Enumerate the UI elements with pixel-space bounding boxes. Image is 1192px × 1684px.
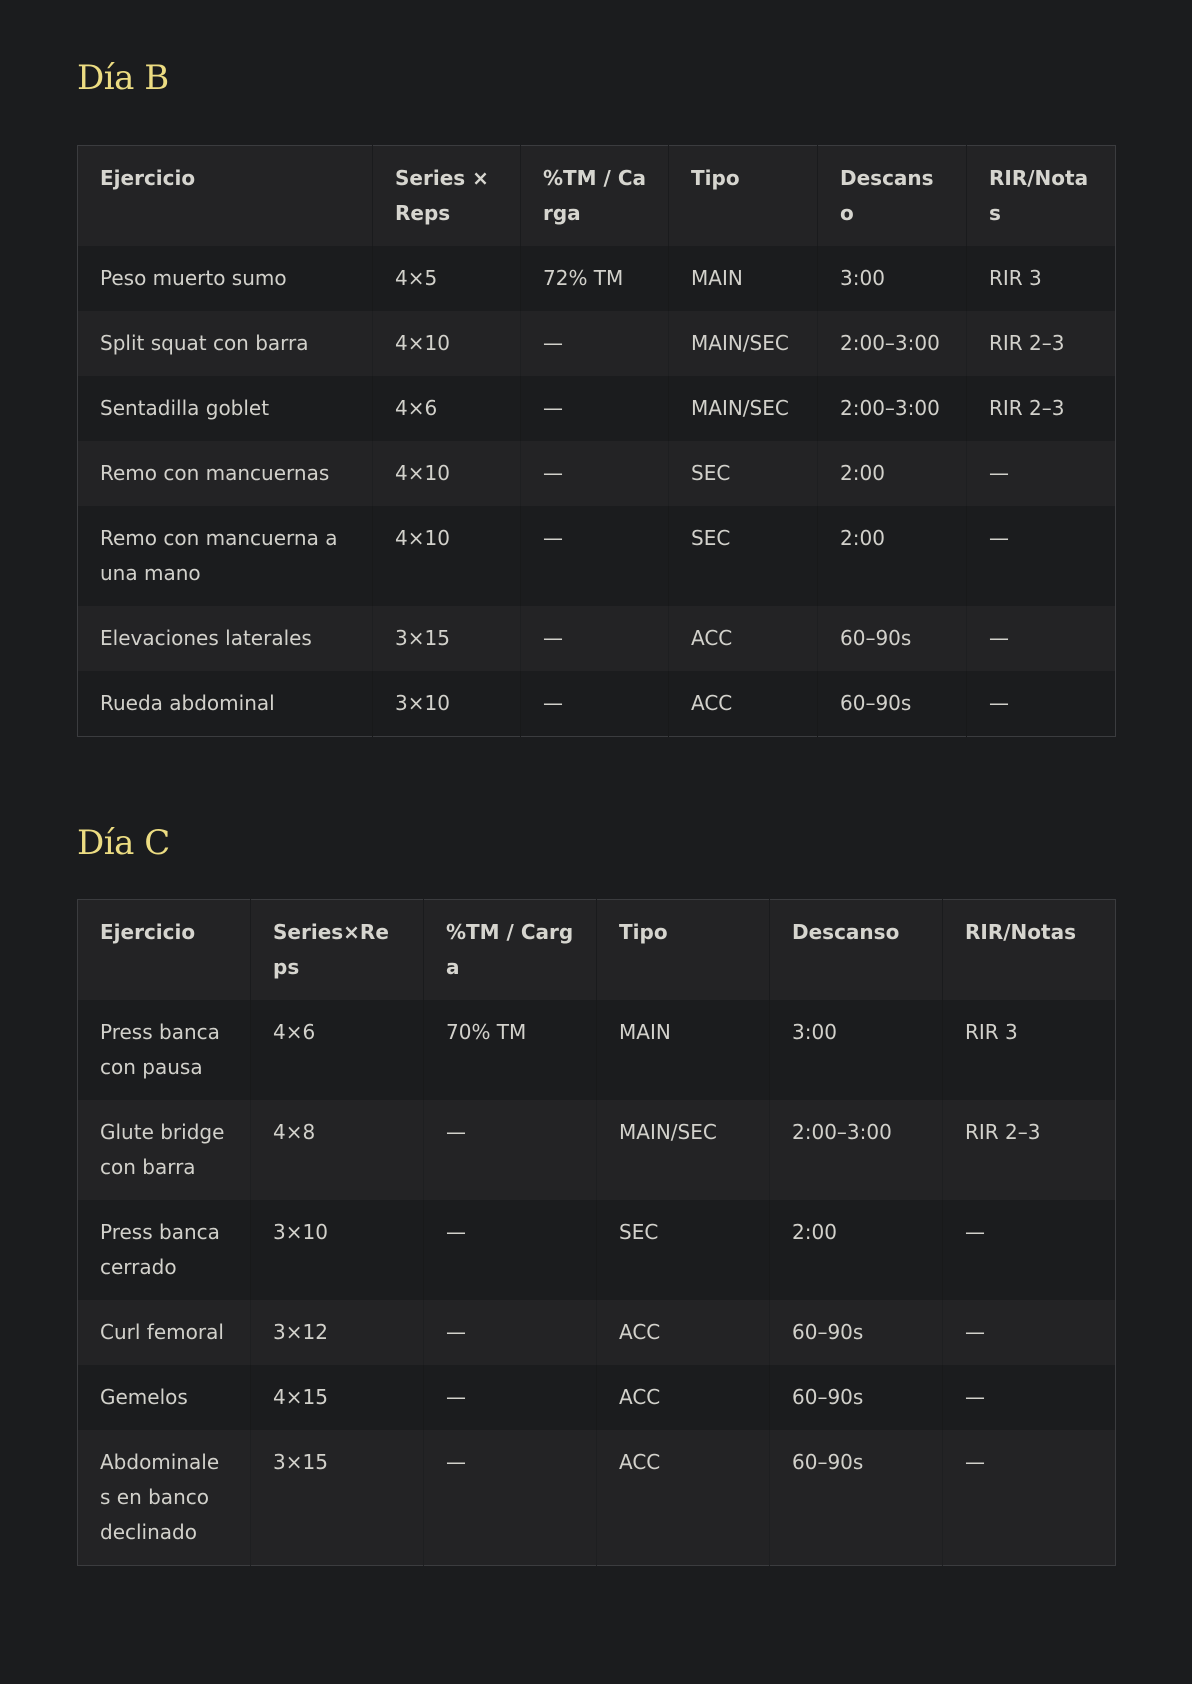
table-row [78,1000,1116,1100]
cell-carga: — [424,1365,597,1430]
cell-rir-notas: — [943,1365,1116,1430]
table-header-row [78,900,1116,1001]
cell-carga: — [424,1200,597,1300]
table-row [78,1200,1116,1300]
cell-carga: — [424,1430,597,1566]
cell-rir-notas: RIR 3 [967,246,1116,311]
cell-descanso: 2:00–3:00 [818,311,967,376]
table-row [78,1100,1116,1200]
cell-ejercicio: Abdominales en banco declinado [100,1450,220,1544]
table-row [78,606,1116,671]
cell-tipo: SEC [669,441,818,506]
table-row [78,246,1116,311]
cell-descanso: 2:00–3:00 [770,1100,943,1200]
table-header-row [78,146,1116,247]
cell-rir-notas: — [967,441,1116,506]
header-rir-notas: RIR/Notas [943,900,1116,1001]
cell-series-reps: 4×15 [251,1365,424,1430]
cell-series-reps: 4×10 [373,441,521,506]
cell-descanso: 60–90s [770,1430,943,1566]
table-row [78,671,1116,737]
section-title-dia-c: Día C [77,823,170,863]
cell-descanso: 60–90s [770,1300,943,1365]
cell-descanso: 3:00 [818,246,967,311]
table-row [78,441,1116,506]
table-row [78,376,1116,441]
table-row [78,1365,1116,1430]
cell-carga: — [521,671,669,737]
cell-ejercicio: Press banca con pausa [100,1020,220,1079]
cell-ejercicio: Rueda abdominal [100,691,275,715]
cell-carga: 72% TM [521,246,669,311]
cell-tipo: ACC [597,1430,770,1566]
cell-carga: — [424,1100,597,1200]
cell-series-reps: 4×5 [373,246,521,311]
cell-descanso: 2:00 [770,1200,943,1300]
cell-descanso: 2:00–3:00 [818,376,967,441]
table-dia-b [77,145,1116,737]
cell-carga: — [521,441,669,506]
cell-rir-notas: RIR 2–3 [967,376,1116,441]
cell-carga: — [521,506,669,606]
header-series-reps: Series×Reps [251,900,424,1001]
cell-descanso: 60–90s [818,606,967,671]
cell-descanso: 60–90s [818,671,967,737]
cell-tipo: SEC [597,1200,770,1300]
cell-series-reps: 4×10 [373,311,521,376]
header-carga: %TM / Carga [424,900,597,1001]
cell-carga: — [424,1300,597,1365]
cell-rir-notas: RIR 2–3 [967,311,1116,376]
cell-tipo: ACC [597,1365,770,1430]
header-rir-notas: RIR/Notas [967,146,1116,247]
cell-descanso: 2:00 [818,506,967,606]
table-row [78,1430,1116,1566]
cell-rir-notas: — [943,1200,1116,1300]
cell-tipo: MAIN/SEC [597,1100,770,1200]
cell-series-reps: 3×10 [251,1200,424,1300]
cell-ejercicio: Elevaciones laterales [100,626,312,650]
header-tipo: Tipo [669,146,818,247]
header-descanso: Descanso [818,146,967,247]
cell-descanso: 3:00 [770,1000,943,1100]
cell-ejercicio: Split squat con barra [100,331,309,355]
cell-series-reps: 3×15 [373,606,521,671]
cell-series-reps: 4×6 [373,376,521,441]
cell-rir-notas: RIR 2–3 [943,1100,1116,1200]
cell-tipo: ACC [669,671,818,737]
cell-rir-notas: — [967,506,1116,606]
cell-series-reps: 4×6 [251,1000,424,1100]
cell-series-reps: 3×12 [251,1300,424,1365]
cell-tipo: ACC [669,606,818,671]
cell-tipo: MAIN/SEC [669,311,818,376]
cell-carga: 70% TM [424,1000,597,1100]
header-ejercicio: Ejercicio [100,920,196,944]
cell-ejercicio: Curl femoral [100,1320,224,1344]
header-descanso: Descanso [770,900,943,1001]
table-dia-c [77,899,1116,1566]
cell-descanso: 60–90s [770,1365,943,1430]
cell-tipo: SEC [669,506,818,606]
cell-series-reps: 4×10 [373,506,521,606]
table-row [78,1300,1116,1365]
cell-rir-notas: — [967,606,1116,671]
header-series-reps: Series ×Reps [373,146,521,247]
cell-tipo: ACC [597,1300,770,1365]
cell-series-reps: 3×10 [373,671,521,737]
cell-rir-notas: — [967,671,1116,737]
cell-rir-notas: — [943,1300,1116,1365]
cell-ejercicio: Remo con mancuerna a una mano [100,526,338,585]
cell-ejercicio: Peso muerto sumo [100,266,287,290]
header-tipo: Tipo [597,900,770,1001]
section-title-dia-b: Día B [77,58,169,98]
cell-ejercicio: Glute bridge con barra [100,1120,225,1179]
cell-carga: — [521,376,669,441]
cell-series-reps: 4×8 [251,1100,424,1200]
cell-rir-notas: RIR 3 [943,1000,1116,1100]
cell-tipo: MAIN [669,246,818,311]
header-ejercicio: Ejercicio [100,166,196,190]
cell-carga: — [521,311,669,376]
header-carga: %TM / Carga [521,146,669,247]
cell-tipo: MAIN [597,1000,770,1100]
cell-tipo: MAIN/SEC [669,376,818,441]
cell-carga: — [521,606,669,671]
cell-descanso: 2:00 [818,441,967,506]
cell-ejercicio: Gemelos [100,1385,188,1409]
cell-ejercicio: Sentadilla goblet [100,396,270,420]
cell-ejercicio: Press banca cerrado [100,1220,220,1279]
table-row [78,506,1116,606]
table-row [78,311,1116,376]
cell-series-reps: 3×15 [251,1430,424,1566]
cell-rir-notas: — [943,1430,1116,1566]
cell-ejercicio: Remo con mancuernas [100,461,330,485]
